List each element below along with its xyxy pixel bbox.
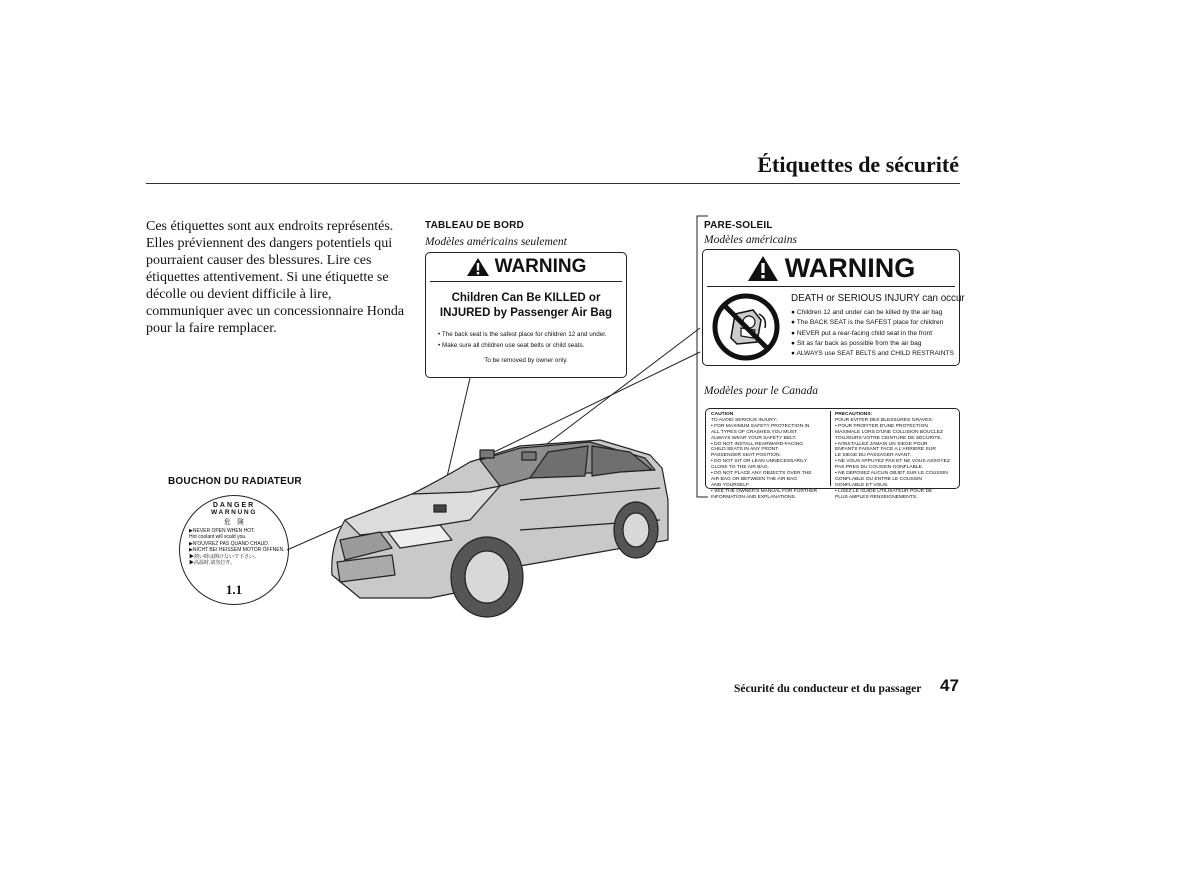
sun-visor-bullet: ● The BACK SEAT is the SAFEST place for children	[791, 319, 944, 327]
canada-line: • POUR PROFITER D'UNE PROTECTION	[835, 423, 928, 429]
canada-line: PAS PRES DU COUSSIN GONFLABLE.	[835, 465, 924, 471]
canada-line: PASSENGER SEAT POSITION.	[711, 453, 781, 459]
dashboard-owner-note: To be removed by owner only.	[484, 357, 568, 364]
canada-line: PLUS AMPLES RENSEIGNEMENTS.	[835, 494, 918, 500]
sun-visor-heading: PARE-SOLEIL	[704, 220, 773, 231]
canada-line: CHILD SEATS IN ANY FRONT	[711, 447, 779, 453]
canada-line: • DO NOT PLACE ANY OBJECTS OVER THE	[711, 471, 812, 477]
canada-line: PRECAUTIONS:	[835, 412, 873, 417]
canada-line: AND YOURSELF.	[711, 482, 750, 488]
radiator-cap-line: ▶N'OUVREZ PAS QUAND CHAUD.	[189, 540, 270, 547]
canada-line: POUR EVITER DES BLESSURES GRAVES:	[835, 417, 934, 423]
canada-line: • SEE THE OWNER'S MANUAL FOR FURTHER	[711, 488, 818, 494]
sun-visor-bullet: ● ALWAYS use SEAT BELTS and CHILD RESTRAINTS	[791, 350, 954, 358]
page-number: 47	[940, 676, 959, 695]
sun-visor-canada-caption: Modèles pour le Canada	[704, 385, 819, 397]
canada-line: ALL TYPES OF CRASHES,YOU MUST	[711, 429, 798, 435]
canada-line: ALWAYS WEAR YOUR SAFETY BELT.	[711, 435, 797, 441]
radiator-cap-line: ▶NICHT BEI HEISSEM MOTOR ÖFFNEN.	[189, 547, 285, 554]
canada-line: LE SIEGE DU PASSAGER AVANT.	[835, 453, 912, 459]
dashboard-warning-word: WARNING	[494, 256, 587, 277]
dashboard-bullet: • Make sure all children use seat belts or child seats.	[438, 342, 585, 349]
sun-visor-bullet: ● NEVER put a rear-facing child seat in the front	[791, 329, 933, 337]
canada-line: GONFLABLE ET VOUS.	[835, 482, 889, 488]
canada-line: MAXIMALE LORS D'UNE COLLISION BOUCLEZ	[835, 429, 944, 435]
dashboard-main-line2: INJURED by Passenger Air Bag	[439, 307, 613, 319]
dashboard-bullet: • The back seat is the safest place for children 12 and under.	[438, 331, 607, 338]
canada-line: • NE VOUS APPUYEZ PAS ET NE VOUS ASSOYEZ	[835, 459, 950, 465]
canada-line: • N'INSTALLEZ JAMAIS UN SIEGE POUR	[835, 441, 928, 447]
canada-line: CLOSE TO THE AIR BAG.	[711, 465, 769, 471]
dashboard-main-line1: Children Can Be KILLED or	[451, 292, 601, 304]
sun-visor-us-caption: Modèles américains	[704, 234, 797, 246]
canada-line: INFORMATION AND EXPLANATIONS.	[711, 494, 797, 500]
radiator-cap-heading: BOUCHON DU RADIATEUR	[168, 476, 302, 487]
canada-line: • DO NOT INSTALL REARWARD-FACING	[711, 441, 804, 447]
radiator-cap-danger: DANGER	[212, 502, 256, 509]
canada-line: GONFLABLE OU ENTRE LE COUSSIN	[835, 476, 922, 482]
canada-line: CAUTION	[711, 412, 734, 417]
canada-line: • DO NOT SIT OR LEAN UNNECESSARILY	[711, 459, 808, 465]
intro-paragraph: Ces étiquettes sont aux endroits représentés. Elles préviennent des dangers potentiels qui pourraient causer des blessures. Lire ces étiquettes attentivement. Si une étiquette se décolle ou devient difficile à lire, communiquer avec un concessionnaire Honda pour la faire remplacer.	[146, 219, 405, 336]
sun-visor-bullet: ● Sit as far back as possible from the air bag	[791, 339, 922, 347]
radiator-cap-warnung: WARNUNG	[211, 509, 257, 516]
radiator-cap-line: Hot coolant will scald you.	[189, 534, 247, 541]
sun-visor-warning-word: WARNING	[784, 253, 916, 283]
sun-visor-bullet: ● Children 12 and under can be killed by the air bag	[791, 309, 943, 316]
radiator-cap-kanji: 危 険	[224, 519, 244, 526]
canada-line: TO AVOID SERIOUS INJURY:	[711, 417, 778, 423]
canada-line: • NE DEPOSEZ AUCUN OBJET SUR LE COUSSIN	[835, 471, 948, 477]
canada-line: TOUJOURS VOTRE CEINTURE DE SÉCURITE.	[835, 435, 942, 441]
canada-line: • FOR MAXIMUM SAFETY PROTECTION IN	[711, 423, 810, 429]
canada-line: AIR BAG OR BETWEEN THE AIR BAG	[711, 476, 798, 482]
dashboard-heading: TABLEAU DE BORD	[425, 220, 524, 231]
footer-section-title: Sécurité du conducteur et du passager	[734, 683, 922, 695]
canada-line: ENFANTS FAISANT FACE A L'ARRIERE SUR	[835, 447, 936, 453]
radiator-cap-pressure: 1.1	[225, 582, 243, 597]
sun-visor-subheading: DEATH or SERIOUS INJURY can occur	[791, 293, 965, 304]
page-title: Étiquettes de sécurité	[757, 152, 959, 177]
radiator-cap-line: ▶熱い時は開けないで下さい。	[189, 553, 260, 560]
canada-line: • LISEZ LE GUIDE UTILISATEUR POUR DE	[835, 488, 933, 494]
radiator-cap-line: ▶高温时,请勿打开。	[189, 560, 236, 567]
dashboard-caption: Modèles américains seulement	[425, 236, 567, 248]
radiator-cap-line: ▶NEVER OPEN WHEN HOT.	[189, 528, 256, 534]
